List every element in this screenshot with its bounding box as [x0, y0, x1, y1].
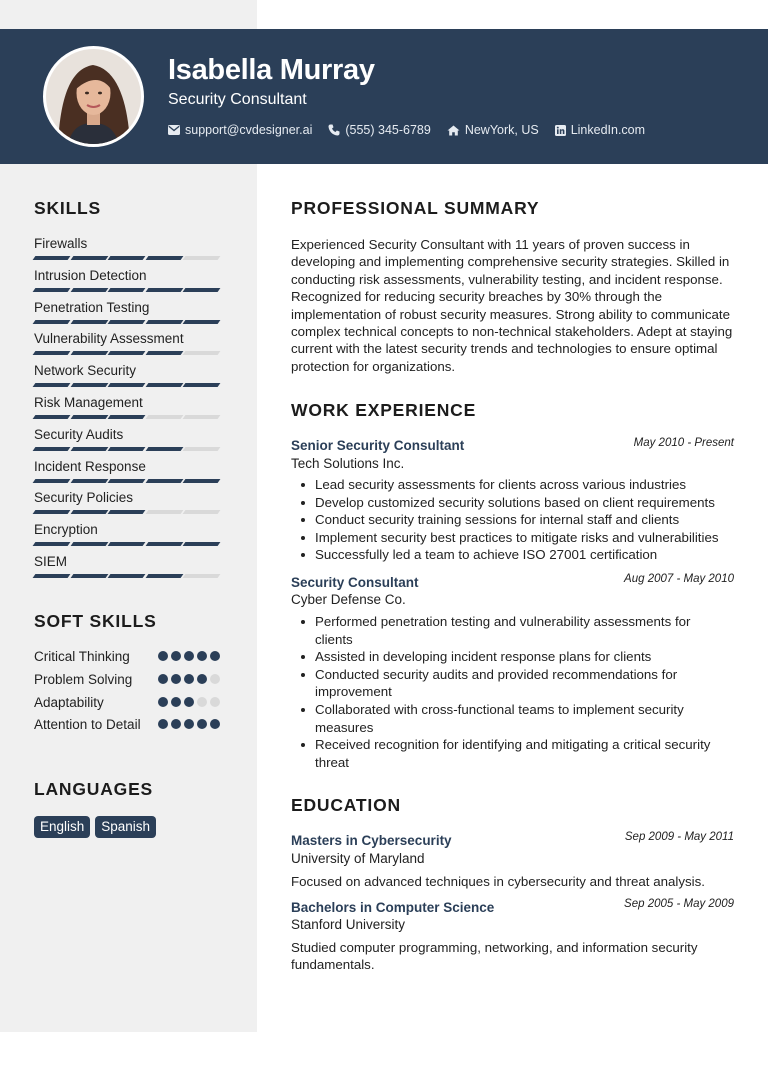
skill-level-segment — [108, 320, 145, 324]
skill-level-segment — [145, 415, 182, 419]
contact-location-text: NewYork, US — [464, 123, 539, 137]
skill-level-segment — [70, 415, 107, 419]
skill-level-segment — [108, 351, 145, 355]
skill-level-bar — [34, 447, 224, 451]
skill-level-segment — [145, 320, 182, 324]
language-tag: Spanish — [95, 816, 156, 838]
soft-skill-name: Adaptability — [34, 695, 104, 710]
list-item: Received recognition for identifying and mitigating a critical security threat — [291, 736, 721, 771]
skill-level-segment — [33, 351, 70, 355]
skill-level-segment — [108, 510, 145, 514]
skill-item — [34, 236, 224, 260]
skill-item — [34, 300, 224, 324]
rating-dot — [158, 651, 168, 661]
skill-level-segment — [33, 320, 70, 324]
skill-name: Network Security — [34, 363, 137, 379]
soft-skills-heading: SOFT SKILLS — [34, 611, 157, 631]
skill-item — [34, 554, 224, 578]
list-item: Collaborated with cross-functional teams to implement security measures — [291, 701, 721, 736]
languages-heading: LANGUAGES — [34, 779, 154, 799]
skill-level-segment — [108, 256, 145, 260]
list-item: Assisted in developing incident response plans for clients — [291, 648, 721, 666]
skill-level-segment — [70, 383, 107, 387]
job-bullets — [291, 476, 737, 564]
skill-level-segment — [33, 383, 70, 387]
phone-icon — [328, 124, 340, 136]
skill-level-segment — [70, 542, 107, 546]
skill-level-segment — [145, 510, 182, 514]
rating-dot — [184, 674, 194, 684]
soft-skill-item — [34, 648, 224, 665]
skill-level-bar — [34, 510, 224, 514]
skill-level-segment — [70, 351, 107, 355]
skill-item — [34, 363, 224, 387]
skill-level-segment — [33, 447, 70, 451]
skill-name: Risk Management — [34, 395, 143, 410]
contact-phone[interactable] — [328, 123, 430, 137]
skill-item — [34, 522, 224, 546]
skill-name: Security Audits — [34, 426, 124, 442]
skill-level-segment — [33, 415, 70, 419]
candidate-name: Isabella Murray — [168, 54, 375, 86]
skill-item — [34, 459, 224, 483]
linkedin-icon — [555, 125, 566, 136]
skill-level-segment — [145, 351, 182, 355]
skill-level-bar — [34, 256, 224, 260]
contact-email[interactable] — [168, 123, 312, 137]
rating-dot — [197, 719, 207, 729]
skill-level-segment — [108, 288, 145, 292]
skill-level-segment — [70, 447, 107, 451]
skill-level-segment — [108, 574, 145, 578]
skill-level-segment — [145, 383, 182, 387]
skill-name: SIEM — [34, 554, 68, 569]
list-item: Implement security best practices to mitigate risks and vulnerabilities — [291, 529, 737, 547]
soft-skill-name: Critical Thinking — [34, 649, 130, 664]
skill-item — [34, 331, 224, 355]
skill-level-segment — [70, 288, 107, 292]
skill-level-segment — [33, 542, 70, 546]
skill-level-segment — [145, 288, 182, 292]
rating-dot — [184, 651, 194, 661]
skill-level-segment — [33, 288, 70, 292]
skill-name: Security Policies — [34, 490, 134, 506]
rating-dot — [158, 674, 168, 684]
profile-photo — [43, 46, 144, 147]
rating-dot — [184, 719, 194, 729]
skill-level-segment — [70, 574, 107, 578]
skill-level-bar — [34, 383, 224, 387]
skill-level-segment — [183, 574, 220, 578]
skill-level-bar — [34, 351, 224, 355]
contact-linkedin[interactable] — [555, 123, 645, 137]
skill-level-bar — [34, 288, 224, 292]
skill-level-segment — [183, 542, 220, 546]
skill-level-segment — [183, 320, 220, 324]
list-item: Develop customized security solutions based on client requirements — [291, 494, 737, 512]
skill-level-bar — [34, 415, 224, 419]
skill-level-segment — [108, 415, 145, 419]
job-company: Tech Solutions Inc. — [291, 456, 405, 471]
contact-bar — [168, 123, 661, 137]
skill-level-segment — [183, 479, 220, 483]
soft-skill-item — [34, 716, 224, 733]
skill-name: Firewalls — [34, 236, 88, 251]
list-item: Lead security assessments for clients across various industries — [291, 476, 737, 494]
soft-skill-rating — [158, 719, 223, 729]
skill-item — [34, 268, 224, 292]
skill-level-segment — [183, 351, 220, 355]
skill-item — [34, 395, 224, 419]
skill-level-segment — [70, 479, 107, 483]
summary-text: Experienced Security Consultant with 11 years of proven success in developing and implementing comprehensive security strategies. Skilled in conducting risk assessments, vulnerability testing, and incident response. Recognized for reducing security breaches by 30% through the implementation of robust security measures. Strong ability to communicate complex technical concepts to non-technical stakeholders. Adept at staying current with the latest security trends and technologies to ensure optimal protection for organizations. — [291, 237, 733, 374]
job-dates: Aug 2007 - May 2010 — [624, 573, 734, 585]
language-tag: English — [34, 816, 90, 838]
contact-linkedin-text: LinkedIn.com — [570, 123, 646, 137]
skills-heading: SKILLS — [34, 198, 102, 218]
rating-dot — [210, 697, 220, 707]
skill-level-bar — [34, 542, 224, 546]
list-item: Performed penetration testing and vulnerability assessments for clients — [291, 613, 721, 648]
skill-level-segment — [183, 288, 220, 292]
skill-level-segment — [145, 479, 182, 483]
skill-level-bar — [34, 320, 224, 324]
education-description: Studied computer programming, networking, and information security fundamentals. — [291, 940, 698, 973]
summary-heading: PROFESSIONAL SUMMARY — [291, 198, 540, 218]
skill-name: Vulnerability Assessment — [34, 331, 184, 347]
rating-dot — [197, 674, 207, 684]
education-dates: Sep 2009 - May 2011 — [624, 831, 734, 843]
rating-dot — [210, 674, 220, 684]
rating-dot — [171, 719, 181, 729]
contact-phone-text: (555) 345-6789 — [345, 123, 431, 137]
soft-skill-rating — [158, 697, 223, 707]
job-bullets — [291, 613, 721, 771]
skill-name: Encryption — [34, 522, 98, 538]
rating-dot — [210, 719, 220, 729]
skill-level-segment — [108, 447, 145, 451]
skill-level-segment — [145, 256, 182, 260]
skill-level-segment — [108, 383, 145, 387]
skill-level-segment — [70, 510, 107, 514]
rating-dot — [171, 674, 181, 684]
envelope-icon — [168, 125, 180, 135]
soft-skill-rating — [158, 674, 223, 684]
contact-email-text: support@cvdesigner.ai — [185, 123, 313, 137]
rating-dot — [171, 651, 181, 661]
skill-level-segment — [183, 256, 220, 260]
skill-name: Intrusion Detection — [34, 267, 147, 283]
skill-level-segment — [183, 383, 220, 387]
skill-level-segment — [145, 542, 182, 546]
rating-dot — [184, 697, 194, 707]
skill-name: Penetration Testing — [34, 299, 150, 315]
contact-location — [447, 123, 539, 137]
education-description: Focused on advanced techniques in cybersecurity and threat analysis. — [291, 874, 705, 889]
soft-skill-rating — [158, 651, 223, 661]
skill-level-segment — [108, 542, 145, 546]
skill-level-segment — [145, 574, 182, 578]
skill-level-segment — [183, 510, 220, 514]
job-dates: May 2010 - Present — [633, 437, 734, 449]
experience-heading: WORK EXPERIENCE — [291, 400, 477, 420]
soft-skill-name: Attention to Detail — [34, 717, 141, 732]
rating-dot — [197, 697, 207, 707]
school-name: University of Maryland — [291, 851, 425, 866]
job-title: Senior Security Consultant — [291, 438, 465, 453]
degree-title: Bachelors in Computer Science — [291, 900, 495, 915]
school-name: Stanford University — [291, 917, 406, 932]
rating-dot — [158, 719, 168, 729]
skill-level-segment — [183, 447, 220, 451]
degree-title: Masters in Cybersecurity — [291, 833, 452, 848]
rating-dot — [158, 697, 168, 707]
home-icon — [447, 125, 460, 136]
education-heading: EDUCATION — [291, 795, 401, 815]
skill-level-segment — [108, 479, 145, 483]
skill-item — [34, 427, 224, 451]
job-title: Security Consultant — [291, 575, 419, 590]
rating-dot — [210, 651, 220, 661]
list-item: Conducted security audits and provided recommendations for improvement — [291, 666, 721, 701]
skill-level-segment — [33, 510, 70, 514]
job-company: Cyber Defense Co. — [291, 592, 406, 607]
list-item: Conduct security training sessions for internal staff and clients — [291, 511, 737, 529]
education-dates: Sep 2005 - May 2009 — [624, 898, 734, 910]
soft-skill-name: Problem Solving — [34, 672, 133, 687]
rating-dot — [171, 697, 181, 707]
skill-level-segment — [70, 256, 107, 260]
skill-level-bar — [34, 574, 224, 578]
list-item: Successfully led a team to achieve ISO 27001 certification — [291, 546, 737, 564]
skill-level-segment — [145, 447, 182, 451]
skill-level-segment — [33, 256, 70, 260]
soft-skill-item — [34, 671, 224, 688]
languages-list — [34, 816, 161, 838]
skill-level-segment — [33, 479, 70, 483]
skill-item — [34, 490, 224, 514]
skill-level-segment — [183, 415, 220, 419]
skill-level-bar — [34, 479, 224, 483]
rating-dot — [197, 651, 207, 661]
soft-skill-item — [34, 694, 224, 711]
skill-name: Incident Response — [34, 458, 146, 474]
candidate-title: Security Consultant — [168, 91, 307, 108]
skill-level-segment — [33, 574, 70, 578]
skill-level-segment — [70, 320, 107, 324]
